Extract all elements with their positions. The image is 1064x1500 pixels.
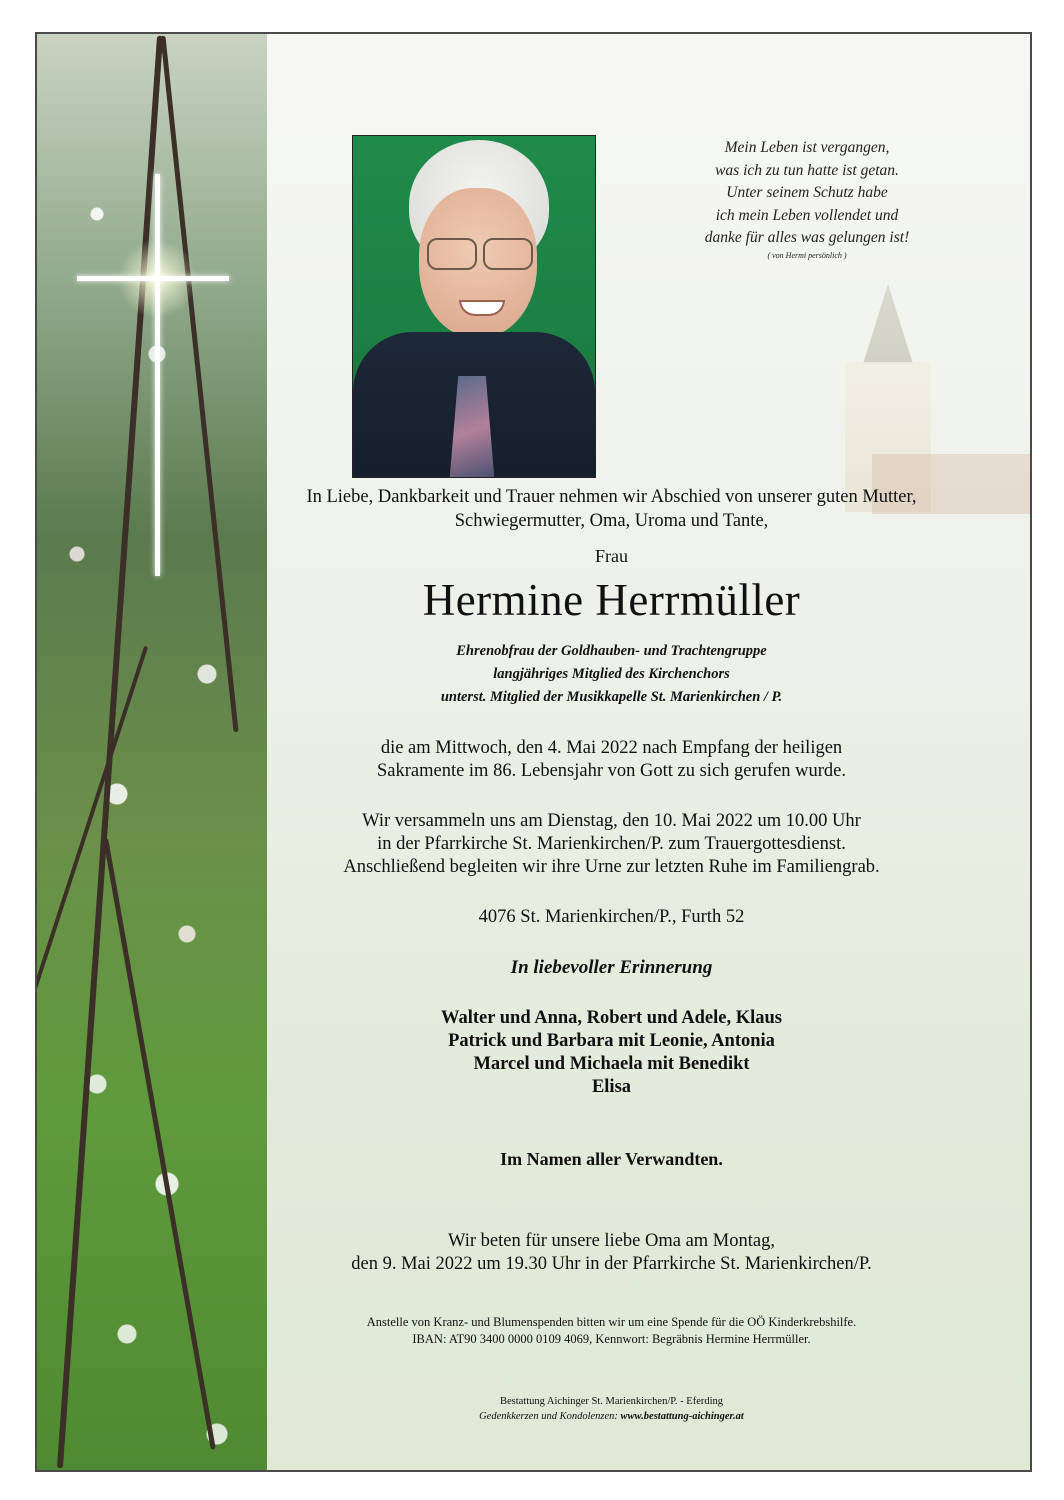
condolence-label: Gedenkkerzen und Kondolenzen: [479, 1411, 618, 1422]
death-notice-line: Sakramente im 86. Lebensjahr von Gott zu sich gerufen wurde. [376, 761, 847, 781]
role-item: Ehrenobfrau der Goldhauben- und Trachtengruppe [456, 643, 767, 659]
deceased-name: Hermine Herrmüller [422, 575, 801, 625]
donation-line: Anstelle von Kranz- und Blumenspenden bitten wir um eine Spende für die OÖ Kinderkrebshilfe. [366, 1315, 857, 1329]
salutation: Frau [595, 546, 628, 566]
prayer-info [230, 1230, 993, 1276]
funeral-service-info [230, 810, 993, 879]
death-notice-line: die am Mittwoch, den 4. Mai 2022 nach Empfang der heiligen [380, 738, 843, 758]
memory-heading: In liebevoller Erinnerung [510, 957, 713, 978]
poem-line: was ich zu tun hatte ist getan. [715, 161, 899, 179]
poem-line: Unter seinem Schutz habe [726, 184, 888, 201]
family-line: Patrick und Barbara mit Leonie, Antonia [448, 1031, 775, 1051]
death-notice [230, 737, 993, 783]
intro-line: Schwiegermutter, Oma, Uroma und Tante, [454, 511, 769, 531]
role-item: unterst. Mitglied der Musikkapelle St. Marienkirchen / P. [440, 689, 783, 705]
prayer-line: Wir beten für unsere liebe Oma am Montag, [447, 1231, 775, 1251]
poem-line: Mein Leben ist vergangen, [724, 139, 890, 156]
poem-line: ich mein Leben vollendet und [715, 206, 899, 224]
donation-note [230, 1314, 993, 1348]
service-line: Anschließend begleiten wir ihre Urne zur letzten Ruhe im Familiengrab. [343, 857, 880, 877]
memorial-poem [677, 137, 937, 262]
donation-line: IBAN: AT90 3400 0000 0109 4069, Kennwort: Begräbnis Hermine Herrmüller. [412, 1332, 811, 1346]
address: 4076 St. Marienkirchen/P., Furth 52 [478, 907, 745, 927]
portrait-photo [352, 135, 596, 478]
relatives-note: Im Namen aller Verwandten. [500, 1149, 723, 1169]
family-line: Walter und Anna, Robert und Adele, Klaus [441, 1008, 782, 1028]
service-line: Wir versammeln uns am Dienstag, den 10. Mai 2022 um 10.00 Uhr [362, 811, 861, 831]
family-line: Elisa [591, 1077, 632, 1097]
role-item: langjähriges Mitglied des Kirchenchors [493, 666, 730, 682]
family-list [230, 1007, 993, 1099]
website-link[interactable]: www.bestattung-aichinger.at [620, 1411, 744, 1422]
funeral-home-name: Bestattung Aichinger St. Marienkirchen/P. - Eferding [499, 1396, 724, 1407]
service-line: in der Pfarrkirche St. Marienkirchen/P. zum Trauergottesdienst. [377, 834, 846, 854]
family-line: Marcel und Michaela mit Benedikt [473, 1054, 750, 1074]
intro-text [230, 485, 993, 533]
cross-icon [155, 174, 160, 576]
poem-line: danke für alles was gelungen ist! [704, 229, 910, 246]
cross-icon-bar [77, 276, 229, 281]
roles-list [230, 640, 993, 709]
prayer-line: den 9. Mai 2022 um 19.30 Uhr in der Pfarrkirche St. Marienkirchen/P. [351, 1254, 872, 1274]
intro-line: In Liebe, Dankbarkeit und Trauer nehmen wir Abschied von unserer guten Mutter, [306, 487, 917, 507]
footer [230, 1394, 993, 1424]
poem-attribution: ( von Hermi persönlich ) [767, 250, 847, 260]
